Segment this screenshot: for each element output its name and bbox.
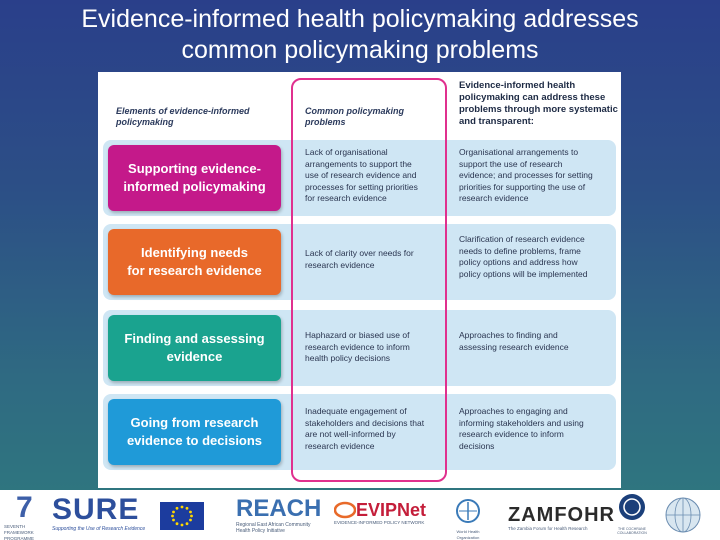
who-emblem-icon	[455, 498, 481, 524]
reach-caption: Regional East African Community Health Policy Initiative	[236, 522, 311, 534]
eu-flag-icon	[160, 502, 204, 530]
element-finding: Finding and assessing evidence	[108, 315, 281, 381]
sure-tagline: Supporting the Use of Research Evidence	[52, 526, 146, 532]
fp7-logo	[4, 492, 56, 538]
solution-2: Clarification of research evidence needs to define problems, frame policy options and address how policy options will be implemented	[459, 234, 588, 279]
element-going: Going from research evidence to decisions	[108, 399, 281, 465]
problems-highlight-frame	[291, 78, 447, 482]
globe-logo	[664, 496, 704, 536]
who-caption: World Health Organization	[456, 529, 480, 540]
evipnet-swoosh-icon	[334, 500, 356, 520]
evipnet-logo	[334, 500, 444, 536]
policymaking-figure	[98, 72, 621, 488]
reach-logo	[236, 495, 322, 538]
title-line-1: Evidence-informed health policymaking addresses	[81, 5, 639, 33]
problem-3: Haphazard or biased use of research evidence to inform health policy decisions	[305, 330, 410, 363]
sure-name: SURE	[52, 493, 140, 526]
cochrane-caption: THE COCHRANE COLLABORATION	[617, 527, 647, 535]
cochrane-emblem-icon	[617, 492, 647, 522]
eu-stars-icon	[160, 502, 204, 530]
fp7-caption: SEVENTH FRAMEWORK PROGRAMME	[4, 524, 35, 540]
header-elements: Elements of evidence-informed policymaking	[116, 106, 250, 127]
globe-icon	[664, 496, 702, 534]
title-line-2: common policymaking problems	[181, 36, 539, 64]
fp7-number: 7	[16, 491, 33, 524]
evipnet-name: EVIPNet	[356, 500, 427, 520]
zamfohr-logo	[508, 504, 618, 538]
element-identifying: Identifying needs for research evidence	[108, 229, 281, 295]
problem-2: Lack of clarity over needs for research evidence	[305, 248, 414, 270]
who-logo	[446, 498, 490, 538]
partner-logos-footer	[0, 490, 720, 540]
solution-3: Approaches to finding and assessing research evidence	[459, 330, 569, 352]
cochrane-logo	[612, 492, 652, 538]
zamfohr-name: ZAMFOHR	[508, 504, 615, 526]
solution-4: Approaches to engaging and informing stakeholders and using research evidence to inform decisions	[459, 406, 584, 451]
problem-1: Lack of organisational arrangements to support the use of research evidence and processes for setting priorities for research evidence	[305, 147, 418, 203]
header-solutions: Evidence-informed health policymaking can address these problems through more systematic and transparent:	[459, 80, 618, 127]
solution-1: Organisational arrangements to support the use of research evidence; and processes for setting priorities for supporting the use of research evidence	[459, 147, 593, 203]
element-supporting: Supporting evidence- informed policymaking	[108, 145, 281, 211]
zamfohr-caption: The Zambia Forum for Health Research	[508, 526, 588, 531]
sure-logo	[52, 494, 156, 536]
problem-4: Inadequate engagement of stakeholders and decisions that are not well-informed by research evidence	[305, 406, 425, 451]
reach-name: REACH	[236, 495, 322, 522]
evipnet-caption: EVIDENCE-INFORMED POLICY NETWORK	[334, 520, 425, 525]
header-problems: Common policymaking problems	[305, 106, 405, 127]
slide-title	[0, 4, 720, 66]
